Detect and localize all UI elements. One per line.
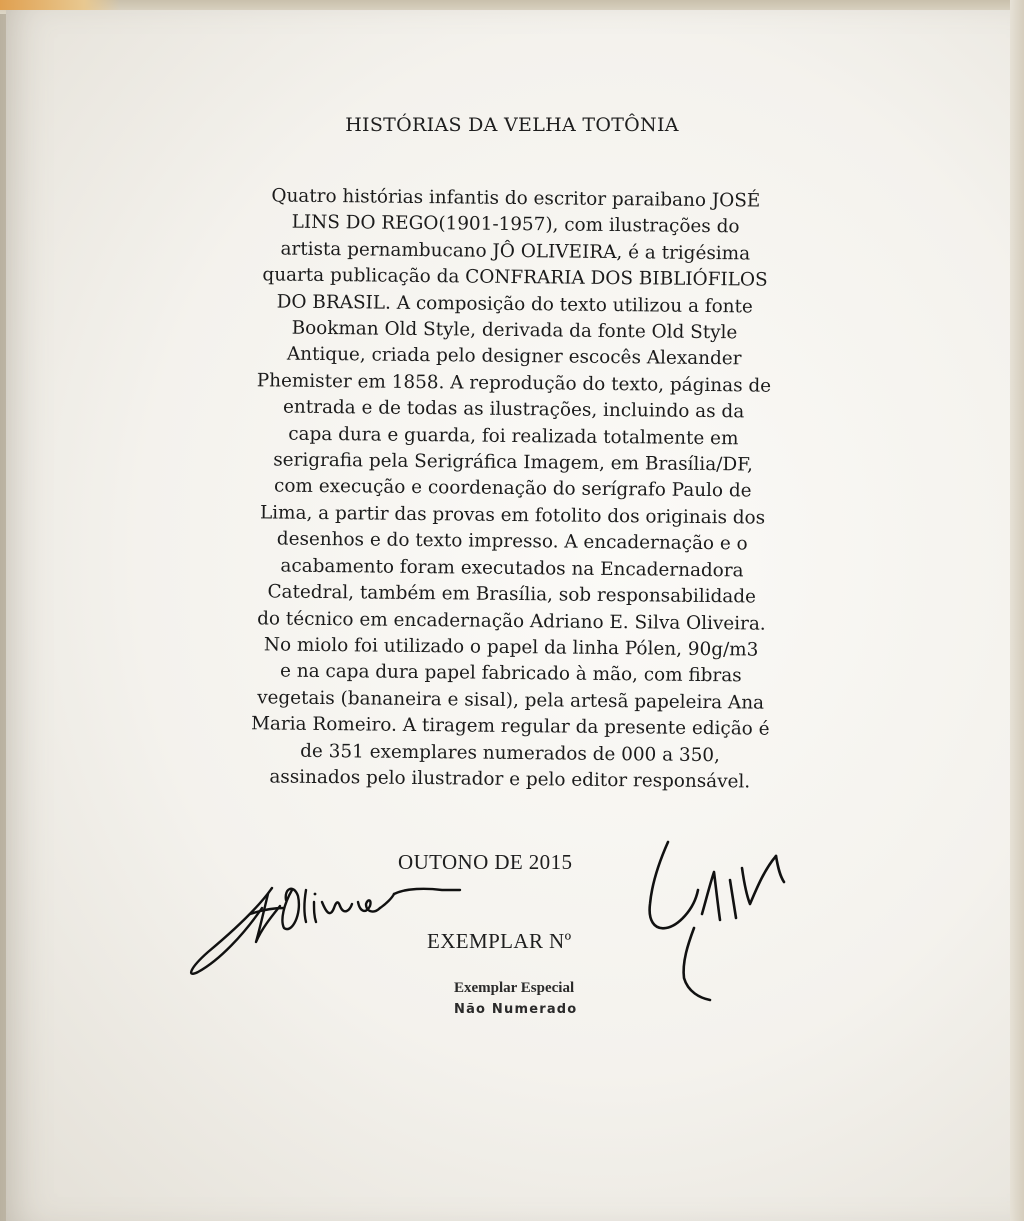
text-line: Quatro histórias infantis do escritor paraibano JOSÉ (271, 185, 761, 212)
editor-signature (636, 820, 806, 1010)
text-line: e na capa dura papel fabricado à mão, com fibras (279, 660, 742, 687)
text-line: vegetais (bananeira e sisal), pela artesã papeleira Ana (257, 687, 765, 714)
text-line: DO BRASIL. A composição do texto utilizou a fonte (276, 291, 753, 318)
page-title: HISTÓRIAS DA VELHA TOTÔNIA (345, 114, 679, 136)
text-line: Phemister em 1858. A reprodução do texto, páginas de (256, 370, 772, 397)
stamp-line-2: Não Numerado (454, 1002, 578, 1017)
text-line: serigrafia pela Serigráfica Imagem, em Brasília/DF, (273, 449, 754, 476)
copy-number-label: EXEMPLAR Nº (427, 929, 572, 953)
text-line: desenhos e do texto impresso. A encadernação e o (276, 528, 748, 555)
stamp-line-1: Exemplar Especial (454, 980, 575, 996)
text-line: entrada e de todas as ilustrações, incluindo as da (282, 396, 745, 423)
text-line: com execução e coordenação do serígrafo Paulo de (273, 475, 752, 502)
text-line: do técnico em encadernação Adriano E. Silva Oliveira. (257, 607, 766, 635)
text-line: quarta publicação da CONFRARIA DOS BIBLIÓFILOS (262, 264, 768, 291)
text-line: acabamento foram executados na Encadernadora (280, 555, 744, 582)
book-right-edge (1010, 0, 1024, 1221)
text-line: capa dura e guarda, foi realizada totalmente em (288, 423, 739, 449)
text-line: assinados pelo ilustrador e pelo editor responsável. (269, 766, 751, 793)
colophon-text (190, 183, 836, 797)
text-line: de 351 exemplares numerados de 000 a 350, (300, 740, 721, 766)
text-line: Antique, criada pelo designer escocês Alexander (286, 344, 742, 370)
text-line: Bookman Old Style, derivada da fonte Old Style (291, 317, 738, 344)
text-line: Catedral, também em Brasília, sob responsabilidade (267, 581, 757, 608)
illustrator-signature (180, 850, 480, 990)
text-line: No miolo foi utilizado o papel da linha Pólen, 90g/m3 (263, 634, 759, 661)
text-line: artista pernambucano JÔ OLIVEIRA, é a trigésima (280, 238, 751, 265)
text-line: LINS DO REGO(1901-1957), com ilustrações do (291, 212, 740, 238)
text-line: Maria Romeiro. A tiragem regular da presente edição é (251, 713, 770, 740)
date-line: OUTONO DE 2015 (398, 850, 573, 874)
cover-corner (0, 0, 120, 10)
text-line: Lima, a partir das provas em fotolito dos originais dos (259, 502, 766, 529)
